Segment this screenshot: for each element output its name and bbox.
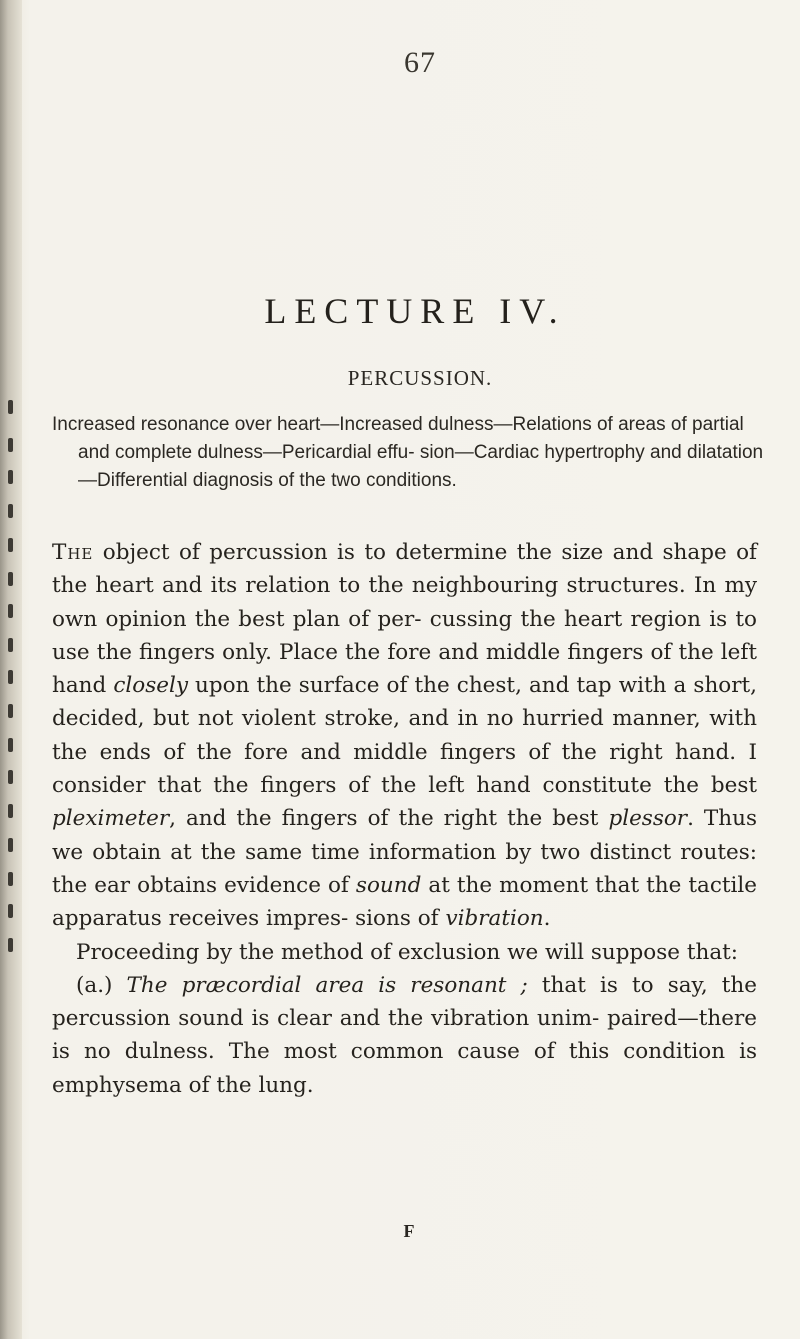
paragraph-1-em-vibration: vibration bbox=[445, 906, 544, 932]
binding-marks bbox=[8, 400, 22, 960]
chapter-summary: Increased resonance over heart—Increased dulness—Relations of areas of partial and complete dulness—Pericardial effu- sion—Cardiac hypertrophy and dilatation—Differential diagnosis of the two conditions. bbox=[52, 414, 764, 491]
book-binding-edge bbox=[0, 0, 22, 1339]
paragraph-3-em: The præcordial area is resonant ; bbox=[126, 972, 528, 998]
body-text bbox=[52, 536, 757, 1102]
lecture-title: LECTURE IV. bbox=[264, 291, 566, 331]
signature-mark: F bbox=[403, 1221, 415, 1241]
paragraph-1-em-sound: sound bbox=[355, 872, 422, 898]
paragraph-1-lead: The bbox=[52, 540, 94, 565]
paragraph-3-label: (a.) bbox=[76, 972, 127, 998]
paragraph-1-em-closely: closely bbox=[113, 673, 188, 699]
paragraph-1-text-d: . Thus we obtain at the same time information by two distinct routes: the ear obtains evidence of bbox=[52, 806, 757, 898]
paragraph-1-text-c: , and the fingers of the right the best bbox=[169, 806, 609, 832]
paragraph-1-text-e: at the moment that the tactile apparatus receives impres- sions of bbox=[52, 872, 757, 932]
page-number: 67 bbox=[404, 46, 436, 79]
paragraph-3-text: that is to say, the percussion sound is clear and the vibration unim- paired—there is no dulness. The most common cause of this condition is emphysema of the lung. bbox=[52, 972, 757, 1098]
paragraph-1-text-b: upon the surface of the chest, and tap with a short, decided, but not violent stroke, and in no hurried manner, with the ends of the fore and middle fingers of the right hand. I consider that the fingers of the left hand constitute the best bbox=[52, 673, 758, 799]
paragraph-1-em-pleximeter: pleximeter bbox=[52, 806, 170, 832]
paragraph-1-em-plessor: plessor bbox=[608, 806, 688, 832]
paragraph-3 bbox=[52, 969, 757, 1102]
paragraph-2: Proceeding by the method of exclusion we will suppose that: bbox=[76, 939, 739, 965]
section-subtitle: PERCUSSION. bbox=[347, 366, 493, 390]
paragraph-1-text-a: object of percussion is to determine the size and shape of the heart and its relation to the neighbouring structures. In my own opinion the best plan of per- cussing the heart region is to use the fingers only. Place the fore and middle fingers of the left hand bbox=[52, 540, 757, 699]
paragraph-1-text-f: . bbox=[543, 906, 551, 932]
paragraph-1 bbox=[52, 536, 757, 936]
